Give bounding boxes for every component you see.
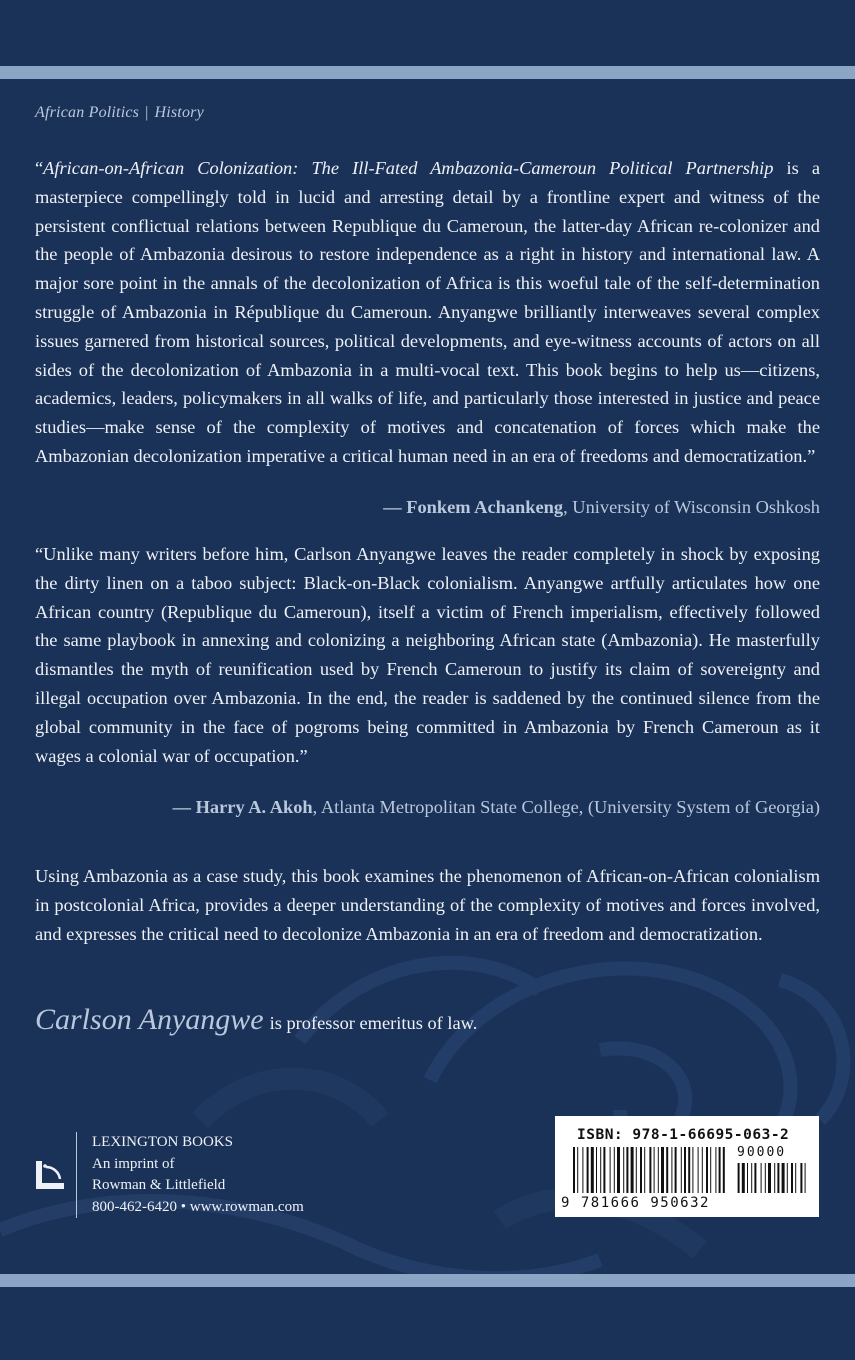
barcode-bar — [702, 1147, 703, 1193]
barcode-bar — [681, 1147, 682, 1193]
quote-2-text: “Unlike many writers before him, Carlson Anyangwe leaves the reader completely in shock by exposing the dirty linen on a taboo subject: Black-on-Black colonialism. Anyangwe artfully articulates how one African country (Republique du Cameroun), itself a victim of French imperialism, effectively followed the same playbook in annexing and colonizing a neighboring African state (Ambazonia). He masterfully dismantles the myth of reunification used by French Cameroun to justify its claim of sovereignty and illegal occupation over Ambazonia. In the end, the reader is saddened by the continued silence from the global community in the face of pogroms being committed in Ambazonia by French Cameroun as it wages a colonial war of occupation.” — [35, 544, 820, 766]
barcode-bar — [640, 1147, 642, 1193]
publisher-contact: 800-462-6420 • www.rowman.com — [92, 1198, 304, 1215]
category-primary: African Politics — [35, 104, 140, 121]
publisher-parent: Rowman & Littlefield — [92, 1177, 226, 1193]
quote-1-text: is a masterpiece compellingly told in lucid and arresting detail by a frontline expert and witness of the persistent conflictual relations between Republique du Cameroun, the latter-day African re-colonizer and the people of Ambazonia desirous to restore independence as a right in history and international law. A major sore point in the annals of the decolonization of Africa is this woeful tale of the self-determination struggle of Ambazonia in République du Cameroun. Anyangwe brilliantly interweaves several complex issues garnered from historical sources, political developments, and eye-witness accounts of actors on all sides of the decolonization of Ambazonia in a multi-vocal text. This book begins to help us—citizens, academics, leaders, policymakers in all walks of life, and particularly those interested in justice and peace studies—make sense of the complexity of motives and concatenation of forces which make the Ambazonian decolonization imperative a critical human need in an era of freedoms and democratization.” — [35, 158, 820, 466]
category-secondary: History — [154, 104, 204, 121]
barcode-bar — [636, 1147, 637, 1193]
price-barcode-bar — [800, 1163, 802, 1193]
price-barcode-bar — [765, 1163, 766, 1193]
isbn-label: ISBN: 978-1-66695-063-2 — [577, 1127, 790, 1143]
book-title: African-on-African Colonization: The Ill-Fated Ambazonia-Cameroun Political Partnership — [43, 158, 774, 178]
price-barcode-bar — [751, 1163, 752, 1193]
isbn-barcode — [555, 1116, 819, 1217]
price-barcode-bar — [774, 1163, 775, 1193]
barcode-bar — [710, 1147, 711, 1193]
barcode-bar — [600, 1147, 601, 1193]
barcode-bar — [675, 1147, 677, 1193]
barcode-bar — [626, 1147, 628, 1193]
price-barcode-bar — [747, 1163, 748, 1193]
barcode-bar — [661, 1147, 664, 1193]
barcode-bar — [577, 1147, 578, 1193]
endorsement-quote-1: “African-on-African Colonization: The Ill-Fated Ambazonia-Cameroun Political Partnership is a masterpiece compellingly told in lucid and arresting detail by a frontline expert and witness of the persistent conflictual relations between Republique du Cameroun, the latter-day African re-colonizer and the people of Ambazonia desirous to restore independence as a right in history and international law. A major sore point in the annals of the decolonization of Africa is this woeful tale of the self-determination struggle of Ambazonia in République du Cameroun. Anyangwe brilliantly interweaves several complex issues garnered from historical sources, political developments, and eye-witness accounts of actors on all sides of the decolonization of Ambazonia in a multi-vocal text. This book begins to help us—citizens, academics, leaders, policymakers in all walks of life, and particularly those interested in justice and peace studies—make sense of the complexity of motives and concatenation of forces which make the Ambazonian decolonization imperative a critical human need in an era of freedoms and democratization.” — [35, 158, 820, 466]
price-barcode-bar — [805, 1163, 806, 1193]
barcode-bar — [596, 1147, 597, 1193]
quote-1-affiliation: , University of Wisconsin Oshkosh — [563, 497, 820, 517]
barcode-bar — [644, 1147, 645, 1193]
price-barcode-bar — [787, 1163, 788, 1193]
price-barcode-bar — [754, 1163, 756, 1193]
quote-1-attribution — [383, 497, 820, 518]
price-barcode-bar — [795, 1163, 796, 1193]
price-code: 90000 — [737, 1145, 787, 1160]
top-stripe — [0, 66, 855, 79]
barcode-bar — [573, 1147, 575, 1193]
quote-2-author: — Harry A. Akoh — [172, 797, 313, 817]
quote-2-affiliation: , Atlanta Metropolitan State College, (University System of Georgia) — [312, 797, 820, 817]
price-barcode-bar — [791, 1163, 793, 1193]
barcode-bar — [706, 1147, 708, 1193]
barcode-bar — [715, 1147, 716, 1193]
quote-2-attribution — [173, 797, 820, 818]
barcode-bar — [610, 1147, 611, 1193]
price-barcode-bar — [777, 1163, 779, 1193]
bottom-stripe — [0, 1274, 855, 1287]
publisher-name: LEXINGTON BOOKS — [92, 1134, 233, 1150]
barcode-bar — [649, 1147, 651, 1193]
barcode-bar — [666, 1147, 668, 1193]
author-bio-text: is professor emeritus of law. — [269, 1013, 478, 1033]
endorsement-quote-2 — [35, 540, 820, 770]
author-bio — [35, 1003, 477, 1037]
barcode-bar — [723, 1147, 725, 1193]
author-name: Carlson Anyangwe — [35, 1003, 264, 1036]
lexington-logo-icon — [33, 1158, 67, 1192]
barcode-bar — [582, 1147, 583, 1193]
barcode-bar — [688, 1147, 690, 1193]
price-barcode-bar — [782, 1163, 785, 1193]
quote-1-author: — Fonkem Achankeng — [383, 497, 564, 517]
barcode-bar — [654, 1147, 655, 1193]
barcode-bar — [692, 1147, 693, 1193]
publisher-imprint-line: An imprint of — [92, 1155, 175, 1172]
barcode-bar — [614, 1147, 615, 1193]
ean-number: 9 781666 950632 — [561, 1195, 710, 1211]
price-barcode-bar — [761, 1163, 762, 1193]
price-barcode-bar — [768, 1163, 771, 1193]
category-line — [35, 104, 204, 122]
barcode-bar — [617, 1147, 620, 1193]
price-barcode-bar — [738, 1163, 740, 1193]
barcode-bar — [587, 1147, 589, 1193]
barcode-bar — [591, 1147, 594, 1193]
barcode-bar — [698, 1147, 699, 1193]
barcode-bar — [603, 1147, 605, 1193]
barcode-bar — [658, 1147, 659, 1193]
barcode-bar — [623, 1147, 624, 1193]
barcode-bar — [719, 1147, 721, 1193]
price-barcode-bar — [742, 1163, 745, 1193]
barcode-bar — [684, 1147, 686, 1193]
category-separator: | — [145, 104, 149, 121]
barcode-bar — [671, 1147, 672, 1193]
publisher-divider — [76, 1132, 77, 1218]
barcode-bar — [631, 1147, 634, 1193]
book-description: Using Ambazonia as a case study, this book examines the phenomenon of African-on-African colonialism in postcolonial Africa, provides a deeper understanding of the complexity of motives and forces involved, and expresses the critical need to decolonize Ambazonia in an era of freedom and democratization. — [35, 866, 820, 944]
publisher-info — [92, 1132, 304, 1218]
